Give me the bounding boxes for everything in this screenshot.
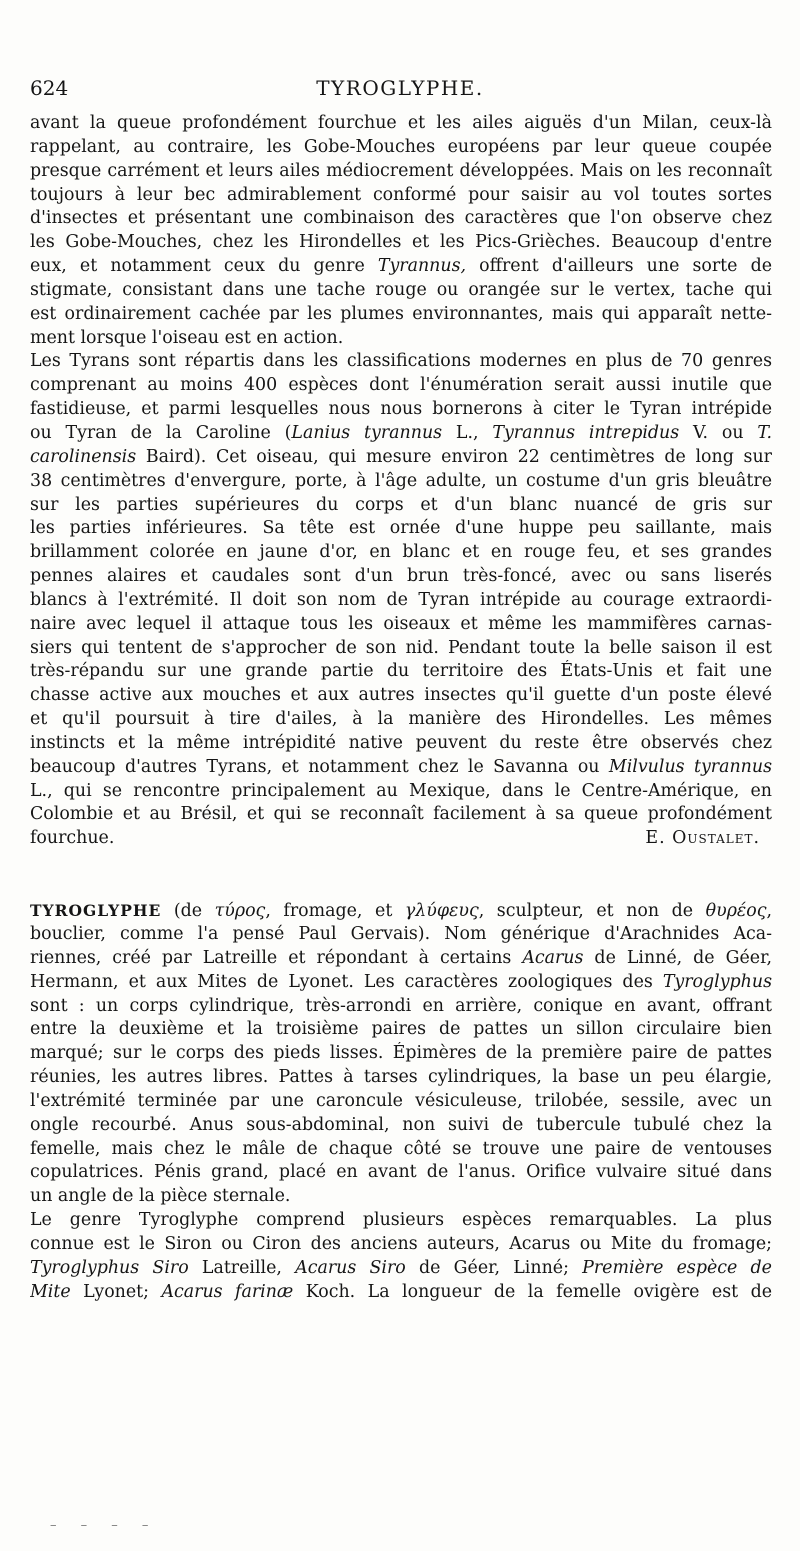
paragraph2-line: L., qui se rencontre principalement au Mexique, dans le Centre-Amérique, en (30, 780, 772, 801)
italic-term: Lanius tyrannus (291, 422, 443, 443)
paragraph2-line: chasse active aux mouches et aux autres insectes qu'il guette d'un poste élevé (30, 685, 772, 706)
author-signature: E. Oustalet. (645, 828, 760, 849)
paragraph2-line: et qu'il poursuit à tire d'ailes, à la manière des Hirondelles. Les mêmes (30, 709, 772, 730)
text-run: Lyonet; (70, 1281, 162, 1302)
text-run: , fromage, et (265, 901, 405, 922)
paragraph2-line: Les Tyrans sont répartis dans les classifications modernes en plus de 70 genres (30, 351, 772, 372)
entry-line: copulatrices. Pénis grand, placé en avant de l'anus. Orifice vulvaire situé dans (30, 1162, 772, 1183)
text-run: Hermann, et aux Mites de Lyonet. Les caractères zoologiques des (30, 971, 663, 992)
text-run: Latreille, (188, 1257, 296, 1278)
italic-term: Tyroglyphus (662, 971, 772, 992)
paragraph2-line: siers qui tentent de s'approcher de son nid. Pendant toute la belle saison il est (30, 637, 772, 658)
entry-line: entre la deuxième et la troisième paires de pattes un sillon circulaire bien (30, 1019, 772, 1040)
body-text (30, 112, 772, 1305)
text-run: ou Tyran de la Caroline ( (30, 422, 292, 443)
text-run: beaucoup d'autres Tyrans, et notamment chez le Savanna ou (30, 756, 609, 777)
paragraph1-line: avant la queue profondément fourchue et les ailes aiguës d'un Milan, ceux-là (30, 113, 772, 133)
section-gap (30, 851, 772, 899)
paragraph1-line: presque carrément et leurs ailes médiocrement développées. Mais on les reconnaît (30, 160, 772, 181)
italic-term: Acarus farinæ (161, 1281, 294, 1302)
paragraph2-line: pennes alaires et caudales sont d'un brun très-foncé, avec ou sans liserés (30, 566, 772, 587)
italic-term: Tyrannus intrepidus (492, 422, 680, 443)
paragraph1-line: les Gobe-Mouches, chez les Hirondelles et les Pics-Grièches. Beaucoup d'entre (30, 232, 772, 253)
running-title: TYROGLYPHE. (316, 76, 484, 100)
text-run: (de (161, 901, 215, 922)
running-head (30, 76, 770, 102)
text-run: riennes, créé par Latreille et répondant à certains (30, 947, 523, 968)
italic-term: Acarus Siro (295, 1257, 406, 1278)
italic-term: Tyroglyphus Siro (30, 1257, 189, 1278)
text-run: fourchue. (30, 828, 115, 849)
paragraph2-line: blancs à l'extrémité. Il doit son nom de Tyran intrépide au courage extraordi- (30, 589, 772, 610)
text-run: , sculpteur, et non de (478, 901, 706, 922)
entry-line: réunies, les autres libres. Pattes à tarses cylindriques, la base un peu élargie, (30, 1067, 772, 1088)
entry-line: un angle de la pièce sternale. (30, 1186, 291, 1207)
entry-line (30, 971, 772, 995)
greek-term: θυρέος (705, 901, 767, 922)
text-run: de Géer, Linné; (405, 1257, 583, 1278)
text-run: offrent d'ailleurs une sorte de (466, 256, 772, 277)
paragraph4-line (30, 1281, 772, 1305)
paragraph2-line: très-répandu sur une grande partie du territoire des États-Unis et fait une (30, 661, 772, 682)
paragraph1-line: d'insectes et présentant une combinaison des caractères que l'on observe chez (30, 208, 772, 229)
italic-term: Tyrannus, (377, 256, 467, 277)
paragraph2-line: fastidieuse, et parmi lesquelles nous nous bornerons à citer le Tyran intrépide (30, 399, 772, 420)
entry-line: ongle recourbé. Anus sous-abdominal, non suivi de tubercule tubulé chez la (30, 1114, 772, 1135)
entry-line: l'extrémité terminée par une caroncule vésiculeuse, trilobée, sessile, avec un (30, 1090, 772, 1111)
paragraph4-line: connue est le Siron ou Ciron des anciens auteurs, Acarus ou Mite du fromage; (30, 1233, 772, 1254)
entry-line: marqué; sur le corps des pieds lisses. Épimères de la première paire de pattes (30, 1043, 772, 1064)
paragraph2-line: comprenant au moins 400 espèces dont l'énumération serait aussi inutile que (30, 375, 772, 396)
paragraph2-line (30, 756, 772, 780)
entry-line: bouclier, comme l'a pensé Paul Gervais). Nom générique d'Arachnides Aca- (30, 924, 772, 944)
text-run: Baird). Cet oiseau, qui mesure environ 22 centimètres de long sur (136, 446, 772, 467)
italic-term: Milvulus tyrannus (608, 756, 772, 777)
paragraph1-line (30, 255, 772, 279)
paragraph2-line: brillamment colorée en jaune d'or, en blanc et en rouge feu, et ses grandes (30, 542, 772, 563)
text-run: , (766, 901, 772, 922)
text-run: de Linné, de Géer, (583, 947, 772, 968)
paragraph2-line: 38 centimètres d'envergure, porte, à l'âge adulte, un costume d'un gris bleuâtre (30, 470, 772, 491)
paragraph2-line (30, 446, 772, 470)
paragraph2-line: les parties inférieures. Sa tête est ornée d'une huppe peu saillante, mais (30, 518, 772, 539)
italic-term: Mite (30, 1281, 71, 1302)
paragraph1-line: stigmate, consistant dans une tache rouge ou orangée sur le vertex, tache qui (30, 279, 772, 300)
paragraph1-line: est ordinairement cachée par les plumes environnantes, mais qui apparaît nette- (30, 303, 772, 324)
greek-term: τύρος (214, 901, 266, 922)
paragraph1-line: ment lorsque l'oiseau est en action. (30, 327, 344, 348)
italic-term: carolinensis (30, 446, 137, 467)
greek-term: γλύφευς (404, 901, 479, 922)
footer-marks: – – – – (50, 1518, 159, 1533)
paragraph2-line: naire avec lequel il attaque tous les oiseaux et même les mammifères carnas- (30, 613, 772, 634)
signature-line (30, 827, 772, 851)
paragraph1-line: rappelant, au contraire, les Gobe-Mouches européens par leur queue coupée (30, 136, 772, 157)
page-number: 624 (30, 76, 69, 100)
text-run: L., (442, 422, 493, 443)
paragraph4-line (30, 1257, 772, 1281)
paragraph2-line (30, 422, 772, 446)
paragraph2-line: instincts et la même intrépidité native peuvent du reste être observés chez (30, 732, 772, 753)
paragraph1-line: toujours à leur bec admirablement conformé pour saisir au vol toutes sortes (30, 184, 772, 205)
entry-headword: TYROGLYPHE (30, 901, 162, 921)
entry-line (30, 947, 772, 971)
entry-line (30, 899, 772, 923)
text-run: eux, et notamment ceux du genre (30, 256, 378, 277)
text-run: Koch. La longueur de la femelle ovigère est de (293, 1281, 772, 1302)
paragraph4-line: Le genre Tyroglyphe comprend plusieurs espèces remarquables. La plus (30, 1210, 772, 1231)
italic-term: T. (757, 422, 772, 443)
entry-line: femelle, mais chez le mâle de chaque côté se trouve une paire de ventouses (30, 1138, 772, 1159)
paragraph2-line: sur les parties supérieures du corps et d'un blanc nuancé de gris sur (30, 494, 772, 515)
italic-term: Première espèce de (582, 1257, 772, 1278)
entry-line: sont : un corps cylindrique, très-arrondi en arrière, conique en avant, offrant (30, 995, 772, 1016)
paragraph2-line: Colombie et au Brésil, et qui se reconnaît facilement à sa queue profondément (30, 804, 772, 825)
italic-term: Acarus (522, 947, 584, 968)
text-run: V. ou (679, 422, 758, 443)
